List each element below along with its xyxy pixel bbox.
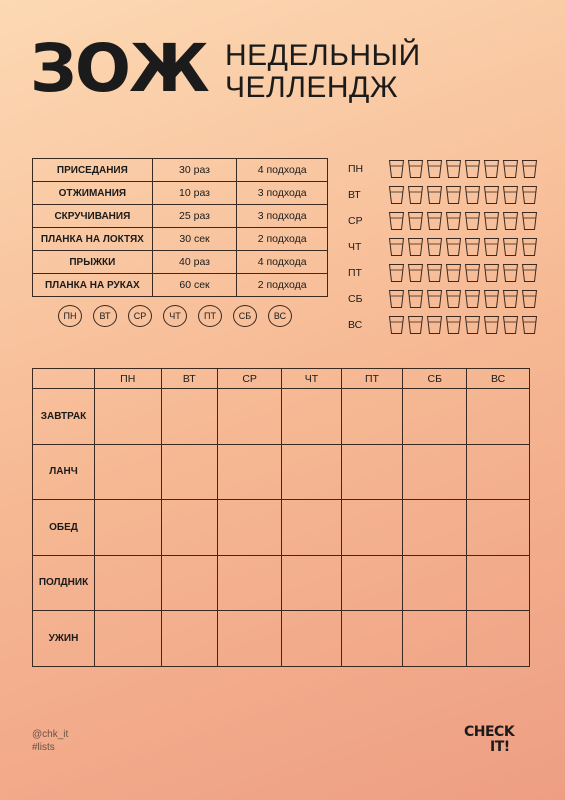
water-day-label: ПТ: [348, 267, 362, 279]
cups-row: [388, 315, 538, 335]
water-cup-icon[interactable]: [483, 211, 500, 231]
meal-cell[interactable]: [282, 555, 341, 611]
water-cup-icon[interactable]: [521, 315, 538, 335]
day-checkbox-thu[interactable]: ЧТ: [163, 305, 187, 327]
day-checkbox-sat[interactable]: СБ: [233, 305, 257, 327]
water-cup-icon[interactable]: [426, 185, 443, 205]
meal-cell[interactable]: [282, 389, 341, 445]
meal-day-header: ПТ: [341, 369, 403, 389]
day-checkbox-wed[interactable]: СР: [128, 305, 152, 327]
water-cup-icon[interactable]: [388, 159, 405, 179]
water-cup-icon[interactable]: [521, 263, 538, 283]
water-cup-icon[interactable]: [388, 237, 405, 257]
water-cup-icon[interactable]: [521, 185, 538, 205]
cups-row: [388, 237, 538, 257]
table-row: [33, 228, 328, 251]
meal-day-header: ВС: [467, 369, 530, 389]
meal-day-header: СР: [218, 369, 282, 389]
meal-cell[interactable]: [403, 389, 467, 445]
water-row: [348, 208, 538, 234]
meal-cell[interactable]: [403, 500, 467, 556]
water-cup-icon[interactable]: [388, 185, 405, 205]
meal-cell[interactable]: [282, 444, 341, 500]
water-cup-icon[interactable]: [502, 315, 519, 335]
exercise-sets: 4 подхода: [237, 251, 328, 274]
brand-logo: [464, 725, 514, 755]
table-row: [33, 274, 328, 297]
exercise-name: ПЛАНКА НА РУКАХ: [33, 274, 153, 297]
meal-cell[interactable]: [403, 611, 467, 667]
water-cup-icon[interactable]: [464, 211, 481, 231]
water-day-label: СР: [348, 215, 363, 227]
water-cup-icon[interactable]: [426, 289, 443, 309]
meal-cell[interactable]: [218, 389, 282, 445]
exercise-name: ПРЫЖКИ: [33, 251, 153, 274]
exercise-amount: 60 сек: [152, 274, 237, 297]
meal-cell[interactable]: [282, 611, 341, 667]
cups-row: [388, 263, 538, 283]
meal-cell[interactable]: [218, 500, 282, 556]
water-cup-icon[interactable]: [502, 263, 519, 283]
water-cup-icon[interactable]: [464, 289, 481, 309]
handle-text: @chk_it: [32, 729, 69, 740]
water-cup-icon[interactable]: [445, 289, 462, 309]
exercise-amount: 30 раз: [152, 159, 237, 182]
meal-label: ОБЕД: [33, 500, 95, 556]
water-cup-icon[interactable]: [388, 211, 405, 231]
water-cup-icon[interactable]: [407, 159, 424, 179]
water-cup-icon[interactable]: [407, 237, 424, 257]
meal-cell[interactable]: [467, 389, 530, 445]
water-cup-icon[interactable]: [426, 237, 443, 257]
meal-label: ПОЛДНИК: [33, 555, 95, 611]
water-cup-icon[interactable]: [502, 237, 519, 257]
water-cup-icon[interactable]: [483, 185, 500, 205]
subtitle-line-1: НЕДЕЛЬНЫЙ: [225, 39, 421, 72]
water-cup-icon[interactable]: [426, 315, 443, 335]
meal-cell[interactable]: [341, 389, 403, 445]
exercise-amount: 10 раз: [152, 182, 237, 205]
table-row: [33, 389, 530, 445]
exercise-amount: 40 раз: [152, 251, 237, 274]
meal-cell[interactable]: [161, 500, 218, 556]
water-cup-icon[interactable]: [445, 185, 462, 205]
meal-cell[interactable]: [161, 389, 218, 445]
exercise-name: СКРУЧИВАНИЯ: [33, 205, 153, 228]
water-cup-icon[interactable]: [407, 185, 424, 205]
water-row: [348, 234, 538, 260]
water-cup-icon[interactable]: [502, 185, 519, 205]
table-row: [33, 444, 530, 500]
cups-row: [388, 211, 538, 231]
table-row: [33, 611, 530, 667]
water-cup-icon[interactable]: [388, 289, 405, 309]
meal-cell[interactable]: [403, 555, 467, 611]
day-checkbox-sun[interactable]: ВС: [268, 305, 292, 327]
water-cup-icon[interactable]: [464, 315, 481, 335]
water-cup-icon[interactable]: [445, 237, 462, 257]
exercise-sets: 2 подхода: [237, 228, 328, 251]
water-row: [348, 286, 538, 312]
meal-cell[interactable]: [218, 555, 282, 611]
cups-row: [388, 289, 538, 309]
page-title: ЗОЖ: [30, 30, 208, 107]
water-cup-icon[interactable]: [521, 159, 538, 179]
water-row: [348, 182, 538, 208]
meal-day-header: ЧТ: [282, 369, 341, 389]
water-cup-icon[interactable]: [445, 159, 462, 179]
exercise-sets: 2 подхода: [237, 274, 328, 297]
meal-cell[interactable]: [282, 500, 341, 556]
water-cup-icon[interactable]: [464, 159, 481, 179]
meal-cell[interactable]: [95, 500, 162, 556]
table-row: [33, 205, 328, 228]
meal-cell[interactable]: [95, 555, 162, 611]
meal-cell[interactable]: [341, 555, 403, 611]
workout-day-tracker: [58, 305, 292, 327]
water-cup-icon[interactable]: [502, 211, 519, 231]
table-row: [33, 555, 530, 611]
water-cup-icon[interactable]: [502, 289, 519, 309]
water-cup-icon[interactable]: [426, 159, 443, 179]
logo-line-1: CHECK: [464, 724, 515, 740]
meal-cell[interactable]: [341, 500, 403, 556]
water-row: [348, 260, 538, 286]
logo-line-2: IT!: [490, 739, 510, 755]
meal-cell[interactable]: [161, 444, 218, 500]
water-cup-icon[interactable]: [464, 237, 481, 257]
water-day-label: ЧТ: [348, 241, 362, 253]
water-cup-icon[interactable]: [445, 315, 462, 335]
water-day-label: ВС: [348, 319, 363, 331]
meal-day-header: ПН: [95, 369, 162, 389]
water-cup-icon[interactable]: [407, 315, 424, 335]
exercise-name: ПЛАНКА НА ЛОКТЯХ: [33, 228, 153, 251]
table-row: [33, 500, 530, 556]
day-checkbox-tue[interactable]: ВТ: [93, 305, 117, 327]
day-checkbox-mon[interactable]: ПН: [58, 305, 82, 327]
day-checkbox-fri[interactable]: ПТ: [198, 305, 222, 327]
meal-cell[interactable]: [341, 611, 403, 667]
meal-cell[interactable]: [95, 389, 162, 445]
water-cup-icon[interactable]: [407, 289, 424, 309]
exercise-sets: 3 подхода: [237, 205, 328, 228]
water-cup-icon[interactable]: [483, 289, 500, 309]
social-handle: [32, 728, 68, 754]
water-cup-icon[interactable]: [521, 237, 538, 257]
tag-text: #lists: [32, 742, 55, 753]
water-cup-icon[interactable]: [502, 159, 519, 179]
water-cup-icon[interactable]: [483, 315, 500, 335]
meal-day-header: ВТ: [161, 369, 218, 389]
exercise-amount: 30 сек: [152, 228, 237, 251]
water-row: [348, 312, 538, 338]
exercise-amount: 25 раз: [152, 205, 237, 228]
water-cup-icon[interactable]: [521, 211, 538, 231]
water-row: [348, 156, 538, 182]
water-cup-icon[interactable]: [407, 211, 424, 231]
meal-cell[interactable]: [218, 444, 282, 500]
meal-cell[interactable]: [403, 444, 467, 500]
meal-cell[interactable]: [341, 444, 403, 500]
water-tracker: [348, 156, 538, 338]
meal-cell[interactable]: [95, 611, 162, 667]
water-cup-icon[interactable]: [521, 289, 538, 309]
cups-row: [388, 185, 538, 205]
water-cup-icon[interactable]: [426, 211, 443, 231]
page-subtitle: [225, 40, 421, 104]
meal-cell[interactable]: [467, 555, 530, 611]
meal-label: ЛАНЧ: [33, 444, 95, 500]
meal-cell[interactable]: [218, 611, 282, 667]
water-cup-icon[interactable]: [388, 263, 405, 283]
meal-cell[interactable]: [467, 500, 530, 556]
water-cup-icon[interactable]: [407, 263, 424, 283]
exercise-sets: 3 подхода: [237, 182, 328, 205]
water-cup-icon[interactable]: [483, 263, 500, 283]
meal-cell[interactable]: [467, 444, 530, 500]
meal-corner-cell: [33, 369, 95, 389]
exercise-sets: 4 подхода: [237, 159, 328, 182]
meal-cell[interactable]: [161, 555, 218, 611]
meal-day-header: СБ: [403, 369, 467, 389]
water-day-label: СБ: [348, 293, 363, 305]
water-cup-icon[interactable]: [445, 263, 462, 283]
subtitle-line-2: ЧЕЛЛЕНДЖ: [225, 71, 399, 104]
meal-cell[interactable]: [95, 444, 162, 500]
table-row: [33, 251, 328, 274]
water-cup-icon[interactable]: [464, 185, 481, 205]
water-cup-icon[interactable]: [464, 263, 481, 283]
meal-label: ЗАВТРАК: [33, 389, 95, 445]
meal-cell[interactable]: [467, 611, 530, 667]
exercise-table: [32, 158, 328, 297]
water-cup-icon[interactable]: [426, 263, 443, 283]
water-cup-icon[interactable]: [483, 237, 500, 257]
meal-plan-table: [32, 368, 530, 667]
water-cup-icon[interactable]: [483, 159, 500, 179]
water-day-label: ВТ: [348, 189, 361, 201]
water-cup-icon[interactable]: [445, 211, 462, 231]
exercise-name: ПРИСЕДАНИЯ: [33, 159, 153, 182]
exercise-name: ОТЖИМАНИЯ: [33, 182, 153, 205]
water-cup-icon[interactable]: [388, 315, 405, 335]
cups-row: [388, 159, 538, 179]
meal-header-row: [33, 369, 530, 389]
table-row: [33, 159, 328, 182]
meal-cell[interactable]: [161, 611, 218, 667]
water-day-label: ПН: [348, 163, 364, 175]
meal-label: УЖИН: [33, 611, 95, 667]
table-row: [33, 182, 328, 205]
